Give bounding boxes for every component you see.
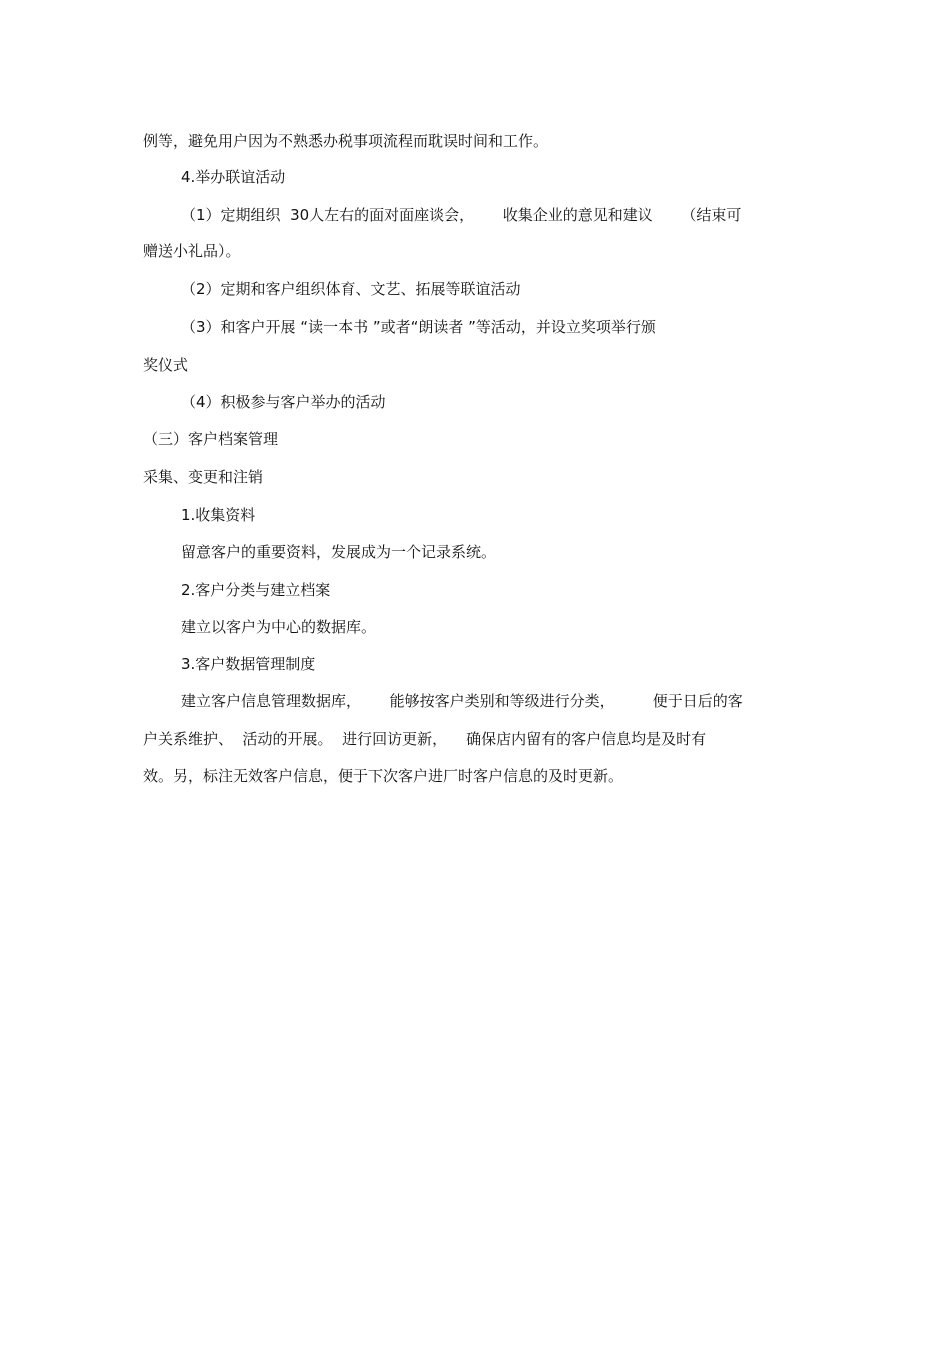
list-item: （4）积极参与客户举办的活动 [181, 393, 386, 411]
section-heading: 4.举办联谊活动 [181, 168, 286, 186]
section-heading: 1.收集资料 [181, 506, 256, 524]
paragraph-line: 例等，避免用户因为不熟悉办税事项流程而耽误时间和工作。 [143, 132, 549, 150]
section-heading: 2.客户分类与建立档案 [181, 581, 331, 599]
paragraph-line: 赠送小礼品）。 [143, 242, 241, 260]
paragraph-line: 建立以客户为中心的数据库。 [181, 618, 377, 636]
paragraph-line: 奖仪式 [143, 356, 189, 374]
section-heading: （三）客户档案管理 [143, 430, 279, 448]
paragraph-line: 户关系维护、 活动的开展。 进行回访更新， 确保店内留有的客户信息均是及时有 [143, 730, 707, 748]
list-item: （3）和客户开展 “读一本书 ”或者“朗读者 ”等活动，并设立奖项举行颁 [181, 318, 656, 336]
paragraph-line: 建立客户信息管理数据库， 能够按客户类别和等级进行分类， 便于日后的客 [181, 692, 743, 710]
list-item: （2）定期和客户组织体育、文艺、拓展等联谊活动 [181, 280, 521, 298]
paragraph-line: 采集、变更和注销 [143, 468, 264, 486]
section-heading: 3.客户数据管理制度 [181, 655, 316, 673]
list-item: （1）定期组织 30人左右的面对面座谈会， 收集企业的意见和建议 （结束可 [181, 206, 742, 224]
paragraph-line: 效。另，标注无效客户信息，便于下次客户进厂时客户信息的及时更新。 [143, 767, 624, 785]
paragraph-line: 留意客户的重要资料，发展成为一个记录系统。 [181, 543, 497, 561]
